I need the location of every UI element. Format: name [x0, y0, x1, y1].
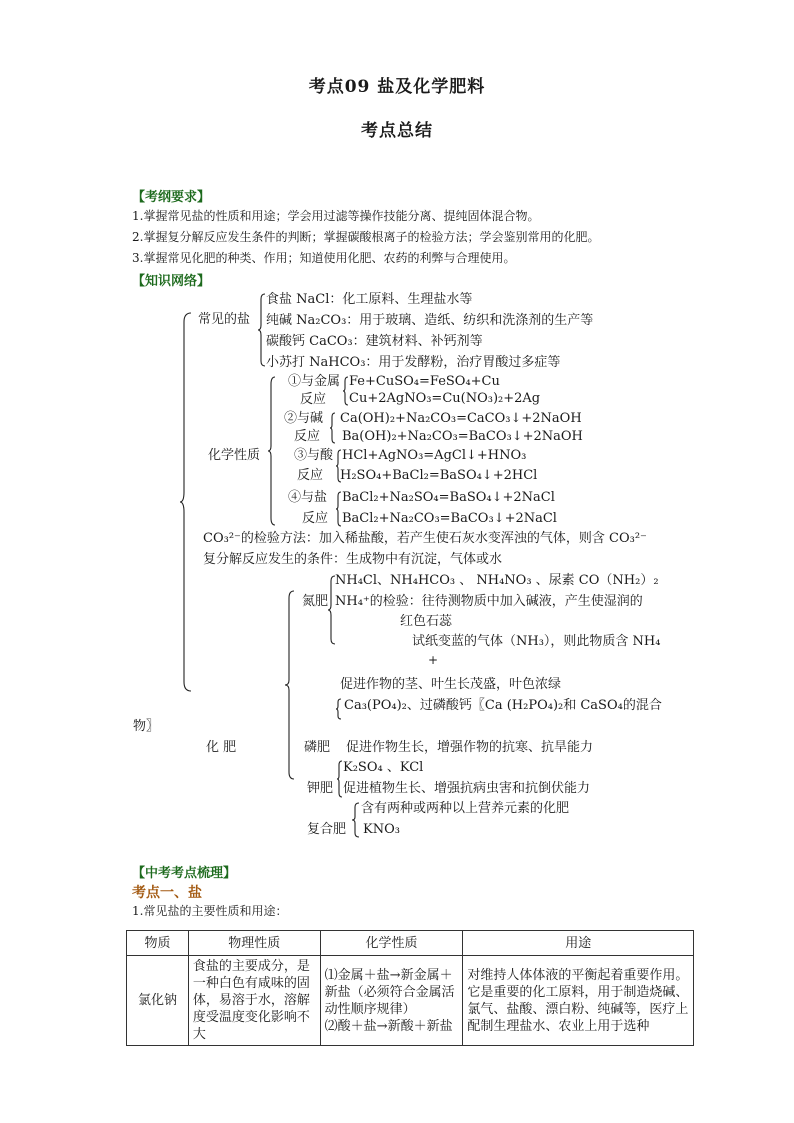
- chem-group-label: ④与盐: [288, 490, 328, 505]
- chem-group-label: 反应: [302, 511, 329, 526]
- network-heading: 【知识网络】: [132, 274, 211, 289]
- salt-item: 食盐 NaCl：化工原料、生理盐水等: [266, 292, 473, 307]
- chem-group-label: 反应: [294, 429, 321, 444]
- salt-item: 碳酸钙 CaCO₃：建筑材料、补钙剂等: [266, 334, 483, 349]
- equation: HCl+AgNO₃=AgCl↓+HNO₃: [342, 448, 527, 463]
- chem-props-label: 化学性质: [208, 448, 261, 463]
- page-subtitle: 考点总结: [361, 121, 433, 141]
- table-cell-physical: 食盐的主要成分，是一种白色有咸味的固体，易溶于水，溶解度受温度变化影响不大: [188, 956, 320, 1046]
- equation: Ba(OH)₂+Na₂CO₃=BaCO₃↓+2NaOH: [342, 429, 583, 444]
- salt-properties-table: [126, 930, 694, 1046]
- chem-group-label: ①与金属: [288, 374, 341, 389]
- chem-group-label: 反应: [300, 392, 327, 407]
- nitrogen-label: 氮肥: [302, 594, 329, 609]
- syllabus-item: 3.掌握常见化肥的种类、作用；知道使用化肥、农药的利弊与合理使用。: [132, 251, 516, 265]
- table-header-row: [127, 931, 694, 956]
- equation: Cu+2AgNO₃=Cu(NO₃)₂+2Ag: [349, 391, 541, 406]
- nitrogen-effect: 促进作物的茎、叶生长茂盛，叶色浓绿: [340, 677, 562, 692]
- table-row: [127, 956, 694, 1046]
- phosphorus-line: Ca₃(PO₄)₂、过磷酸钙〖Ca (H₂PO₄)₂和 CaSO₄的混合: [344, 698, 662, 713]
- chem-group-label: 反应: [297, 468, 324, 483]
- chem-group-label: ③与酸: [294, 448, 334, 463]
- equation: Ca(OH)₂+Na₂CO₃=CaCO₃↓+2NaOH: [340, 411, 582, 426]
- compound-label: 复合肥: [307, 822, 347, 837]
- nitrogen-line: +: [428, 653, 439, 667]
- table-header: 物质: [127, 931, 189, 956]
- exam-point-intro: 1.常见盐的主要性质和用途：: [132, 904, 288, 918]
- equation: H₂SO₄+BaCl₂=BaSO₄↓+2HCl: [340, 468, 538, 483]
- outer-brace-icon: [180, 312, 192, 692]
- potassium-effect: 促进植物生长、增强抗病虫害和抗倒伏能力: [343, 781, 591, 796]
- phosphorus-brace-icon: [336, 698, 342, 720]
- nitrogen-line: 红色石蕊: [400, 614, 453, 629]
- fertilizer-tail-text: 物〗: [133, 719, 160, 734]
- nitrogen-line: NH₄Cl、NH₄HCO₃ 、 NH₄NO₃ 、尿素 CO（NH₂）₂: [335, 573, 659, 588]
- table-header: 化学性质: [320, 931, 463, 956]
- nitrogen-line: 试纸变蓝的气体（NH₃），则此物质含 NH₄: [412, 634, 661, 649]
- table-header: 物理性质: [188, 931, 320, 956]
- page-title: 考点09 盐及化学肥料: [308, 77, 486, 97]
- table-cell-use: 对维持人体体液的平衡起着重要作用。它是重要的化工原料，用于制造烧碱、氯气、盐酸、漂白粉、纯碱等，医疗上配制生理盐水、农业上用于选种: [463, 956, 694, 1046]
- potassium-label: 钾肥: [307, 781, 334, 796]
- syllabus-heading: 【考纲要求】: [132, 190, 211, 205]
- chem-group-label: ②与碱: [284, 411, 324, 426]
- syllabus-item: 2.掌握复分解反应发生条件的判断；掌握碳酸根离子的检验方法；学会鉴别常用的化肥。: [132, 230, 600, 244]
- salt-item: 小苏打 NaHCO₃：用于发酵粉，治疗胃酸过多症等: [266, 355, 561, 370]
- fertilizer-brace-icon: [285, 590, 295, 780]
- double-decomp-text: 复分解反应发生的条件：生成物中有沉淀，气体或水: [203, 552, 503, 567]
- fertilizer-label: 化 肥: [206, 740, 237, 755]
- co3-test-text: CO₃²⁻的检验方法：加入稀盐酸，若产生使石灰水变浑浊的气体，则含 CO₃²⁻: [203, 531, 647, 546]
- potassium-line: K₂SO₄ 、KCl: [343, 760, 424, 775]
- phosphorus-effect: 促进作物生长，增强作物的抗寒、抗旱能力: [346, 740, 594, 755]
- compound-line: KNO₃: [363, 822, 400, 837]
- chemical-line: ⑵酸＋盐→新酸＋新盐: [324, 1018, 453, 1034]
- exam-point-title: 考点一、盐: [132, 885, 202, 901]
- equation: BaCl₂+Na₂CO₃=BaCO₃↓+2NaCl: [342, 511, 557, 526]
- group-brace-icon: [330, 412, 336, 444]
- nitrogen-line: NH₄⁺的检验：往待测物质中加入碱液，产生使湿润的: [335, 594, 643, 609]
- phosphorus-label: 磷肥: [304, 740, 331, 755]
- chem-brace-icon: [268, 376, 276, 526]
- exam-points-heading: 【中考考点梳理】: [132, 866, 237, 881]
- table-header: 用途: [463, 931, 694, 956]
- compound-brace-icon: [352, 802, 360, 838]
- equation: BaCl₂+Na₂SO₄=BaSO₄↓+2NaCl: [342, 490, 555, 505]
- compound-line: 含有两种或两种以上营养元素的化肥: [361, 801, 570, 816]
- chemical-line: ⑴金属＋盐→新金属＋新盐（必须符合金属活动性顺序规律）: [324, 967, 455, 1017]
- salt-item: 纯碱 Na₂CO₃：用于玻璃、造纸、纺织和洗涤剂的生产等: [266, 313, 594, 328]
- equation: Fe+CuSO₄=FeSO₄+Cu: [349, 374, 500, 389]
- syllabus-item: 1.掌握常见盐的性质和用途；学会用过滤等操作技能分离、提纯固体混合物。: [132, 209, 540, 223]
- salts-brace-icon: [258, 293, 266, 367]
- common-salts-label: 常见的盐: [198, 312, 251, 327]
- table-cell-chemical: [320, 956, 463, 1046]
- table-cell-name: 氯化钠: [127, 956, 189, 1046]
